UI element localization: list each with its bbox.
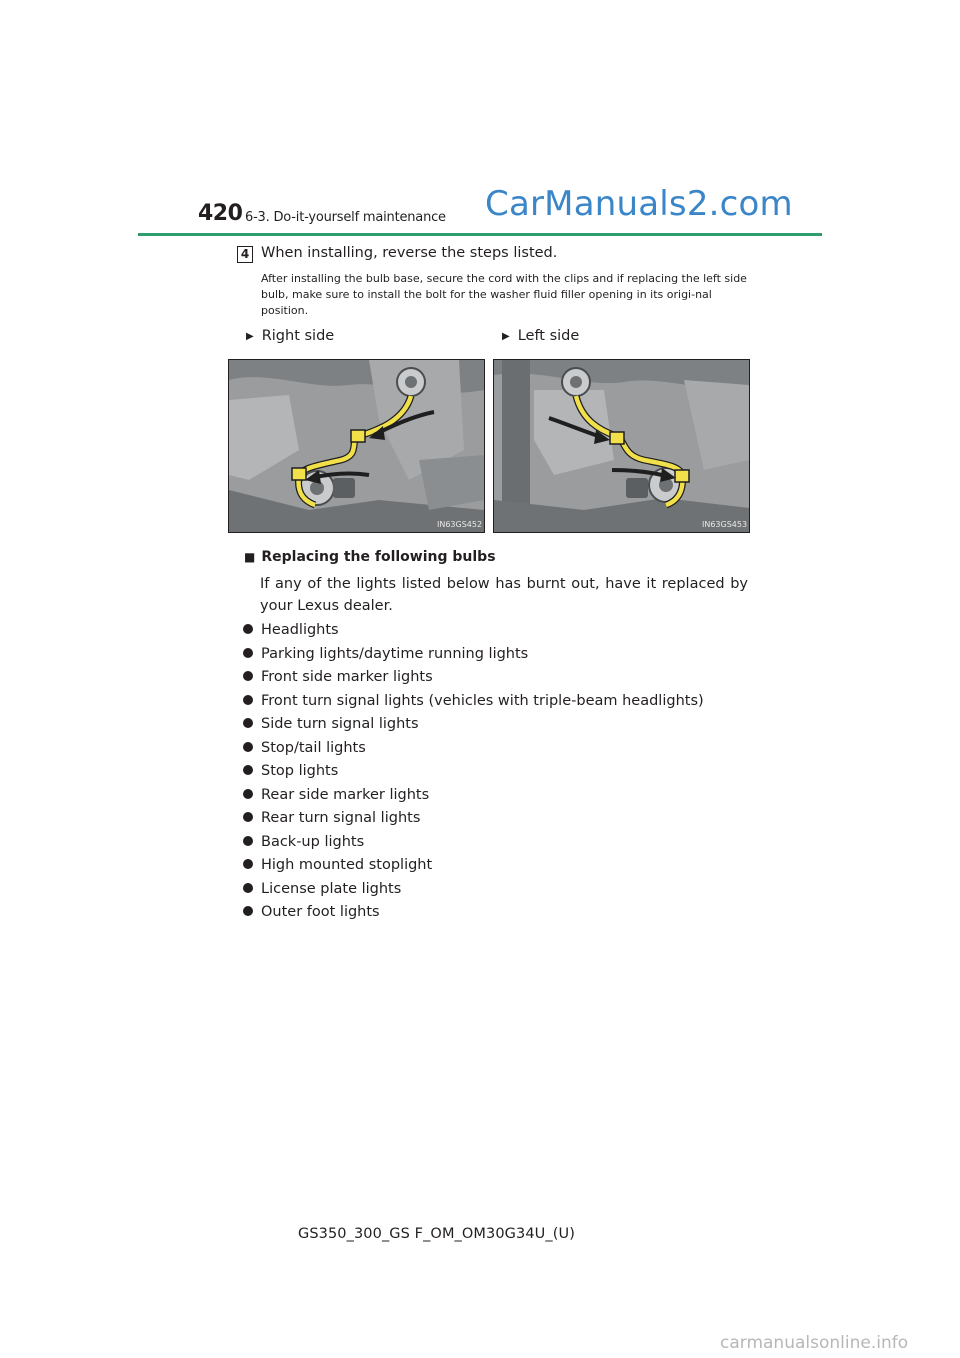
list-item (243, 619, 704, 643)
bulb-list (243, 619, 704, 925)
bullet-icon (243, 648, 253, 658)
list-item (243, 854, 704, 878)
list-item-text: Headlights (261, 622, 339, 638)
engine-bay-illustration (229, 360, 484, 532)
subsection-heading (244, 549, 496, 565)
list-item-text: Rear side marker lights (261, 786, 430, 803)
section-title: 6-3. Do-it-yourself maintenance (245, 210, 446, 225)
list-item-text: Outer foot lights (261, 904, 380, 920)
bullet-icon (243, 812, 253, 822)
footer-doc-code: GS350_300_GS F_OM_OM30G34U_(U) (298, 1226, 575, 1242)
figure-right-side (228, 359, 485, 533)
footer-watermark[interactable]: carmanualsonline.info (720, 1333, 909, 1353)
bullet-icon (243, 695, 253, 705)
list-item-text: High mounted stoplight (261, 857, 433, 873)
bullet-icon (243, 836, 253, 846)
bullet-icon (243, 624, 253, 634)
figure-code-left: IN63GS453 (702, 520, 748, 529)
square-bullet-icon: ■ (244, 550, 256, 564)
list-item (243, 901, 704, 925)
step-note: After installing the bulb base, secure the cord with the clips and if replacing the left side bulb, make sure to install the bolt for the washer fluid filler opening in its origi-nal position. (261, 272, 747, 317)
list-item (243, 643, 704, 667)
bullet-icon (243, 859, 253, 869)
subsection-heading-text: Replacing the following bulbs (261, 549, 496, 565)
caption-right-text: Right side (261, 328, 335, 344)
list-item (243, 737, 704, 761)
list-item (243, 760, 704, 784)
engine-bay-illustration (494, 360, 749, 532)
list-item-text: Front side marker lights (261, 669, 433, 685)
list-item (243, 831, 704, 855)
bullet-icon (243, 789, 253, 799)
caption-left-text: Left side (517, 328, 580, 344)
triangle-icon: ▶ (246, 331, 254, 342)
bullet-icon (243, 671, 253, 681)
step-number-box: 4 (237, 246, 253, 263)
subsection-intro: If any of the lights listed below has burnt out, have it replaced by your Lexus dealer. (260, 576, 748, 614)
bullet-icon (243, 718, 253, 728)
figure-left-side (493, 359, 750, 533)
list-item-text: Parking lights/daytime running lights (261, 645, 529, 662)
list-item-text: Front turn signal lights (vehicles with triple-beam headlights) (261, 692, 704, 709)
list-item-text: Stop lights (261, 763, 339, 779)
caption-left-side (502, 328, 579, 344)
bullet-icon (243, 906, 253, 916)
list-item-text: Back-up lights (261, 833, 365, 850)
list-item (243, 666, 704, 690)
watermark-logo[interactable]: CarManuals2.com (485, 184, 793, 224)
list-item-text: Stop/tail lights (261, 739, 366, 756)
page-number: 420 (198, 201, 243, 226)
bullet-icon (243, 765, 253, 775)
list-item (243, 807, 704, 831)
list-item (243, 878, 704, 902)
bullet-icon (243, 742, 253, 752)
list-item (243, 690, 704, 714)
caption-right-side (246, 328, 334, 344)
list-item-text: Side turn signal lights (261, 716, 419, 732)
list-item (243, 784, 704, 808)
list-item (243, 713, 704, 737)
header-rule (138, 233, 822, 236)
list-item-text: Rear turn signal lights (261, 810, 421, 826)
list-item-text: License plate lights (261, 880, 402, 897)
figure-code-right: IN63GS452 (437, 520, 483, 529)
step-text: When installing, reverse the steps listed. (261, 245, 558, 261)
triangle-icon: ▶ (502, 331, 510, 342)
bullet-icon (243, 883, 253, 893)
